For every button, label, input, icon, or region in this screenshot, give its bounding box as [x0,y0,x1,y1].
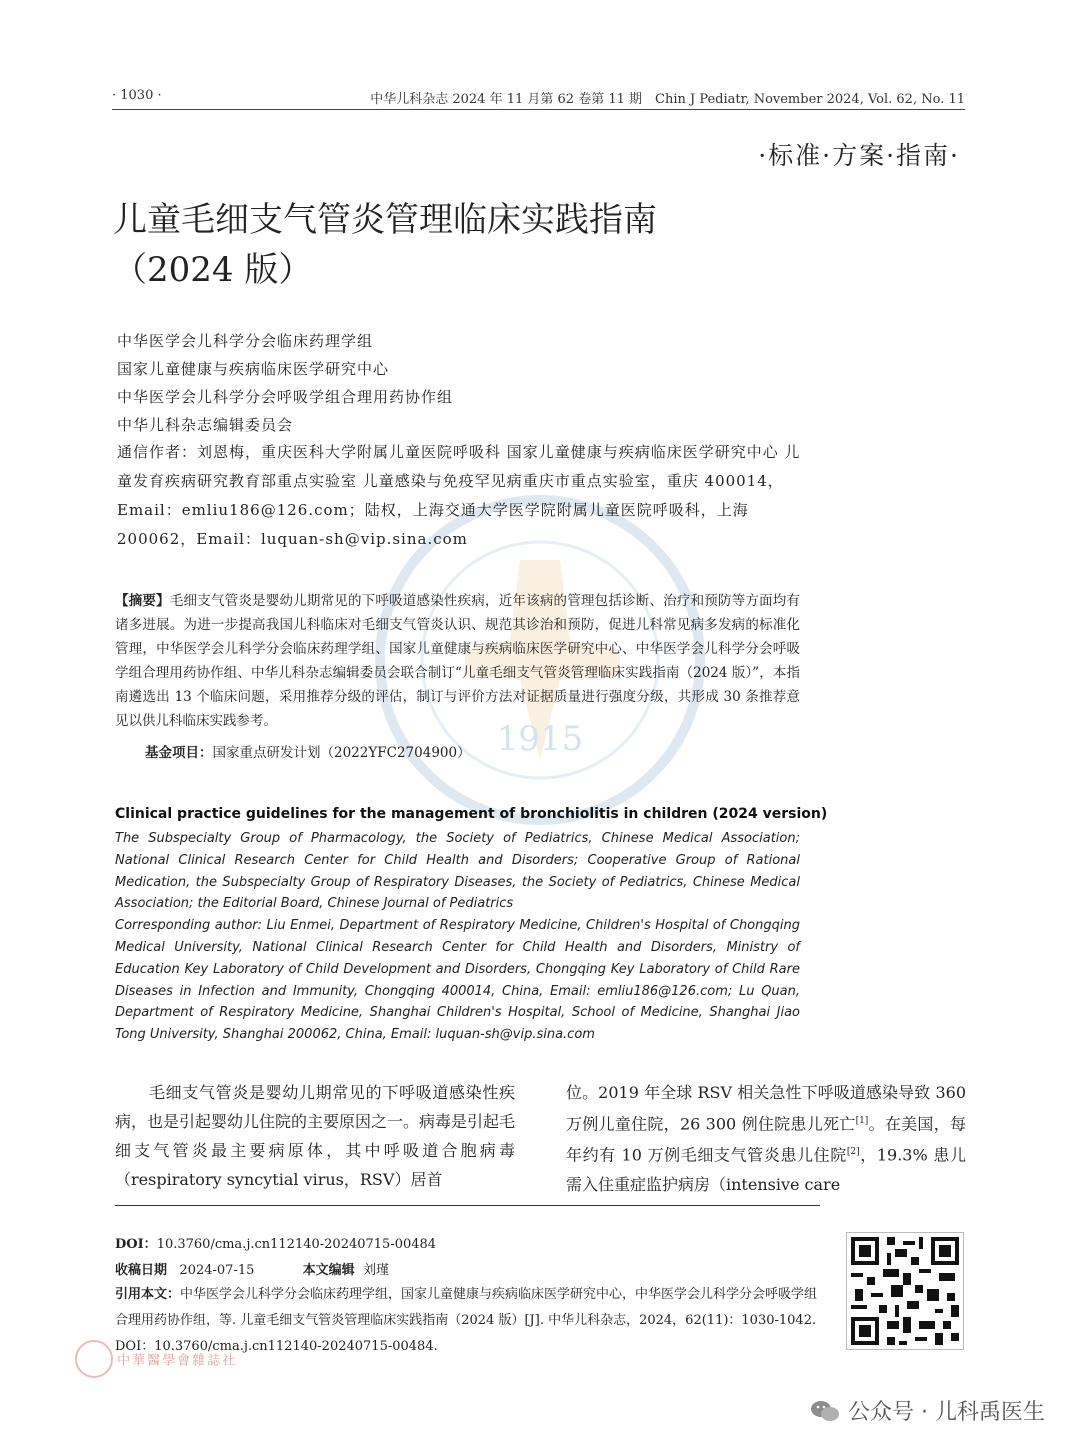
organization: 中华儿科杂志编辑委员会 [117,416,294,434]
body-text: 位。2019 年全球 RSV 相关急性下呼吸道感染导致 360 万例儿童住院，26 300 例住院患儿死亡 [566,1083,966,1134]
wechat-icon [810,1398,840,1424]
author-organizations [117,327,453,439]
cite-label: 引用本文： [115,1287,181,1302]
doi-label: DOI： [115,1237,157,1252]
publisher-watermark [75,1340,237,1378]
editor-label: 本文编辑 [302,1263,355,1278]
publisher-name: 中華醫學會雜誌社 [117,1353,238,1369]
wechat-account-mark [810,1395,1045,1426]
english-authors: The Subspecialty Group of Pharmacology, the Society of Pediatrics, Chinese Medical Association; National Clinical Research Center for Child Health and Disorders; Cooperative Group of Rational Medication, the Subspecialty Group of Respiratory Diseases, the Society of Pediatrics, Chinese Medical Association; the Editorial Board, Chinese Journal of Pediatrics [115,831,800,912]
cite-text: 中华医学会儿科学分会临床药理学组，国家儿童健康与疾病临床医学研究中心，中华医学会儿科学分会呼吸学组合理用药协作组，等. 儿童毛细支气管炎管理临床实践指南（2024 版）[J]. 中华儿科杂志，2024，62(11)：1030-1042. DOI：10.3760/cma.j.cn112140-20240715-00484. [115,1287,818,1354]
fund-label: 基金项目： [145,745,213,761]
english-abstract [115,828,800,1046]
publisher-logo-icon [75,1340,113,1378]
body-column-left: 毛细支气管炎是婴幼儿期常见的下呼吸道感染性疾病，也是引起婴幼儿住院的主要原因之一。病毒是引起毛细支气管炎最主要病原体，其中呼吸道合胞病毒（respiratory syncytial virus，RSV）居首 [115,1083,516,1189]
title-line-1: 儿童毛细支气管炎管理临床实践指南 [113,200,657,240]
article-title [113,195,657,295]
footer-divider [115,1205,820,1206]
corresponding-author: 通信作者：刘恩梅，重庆医科大学附属儿童医院呼吸科 国家儿童健康与疾病临床医学研究中心 儿童发育疾病研究教育部重点实验室 儿童感染与免疫罕见病重庆市重点实验室，重庆 400014，Email：emliu186@126.com；陆权，上海交通大学医学院附属儿童医院呼吸科，上海 200062，Email：luquan-sh@vip.sina.com [117,443,801,548]
doi-value[interactable]: 10.3760/cma.j.cn112140-20240715-00484 [156,1237,437,1252]
body-column-right [566,1078,966,1199]
abstract-label: 【摘要】 [115,593,170,609]
english-title: Clinical practice guidelines for the management of bronchiolitis in children (2024 version) [115,806,828,822]
doi-line [115,1232,825,1258]
body-text: ，19.3% 患儿需入住重症监护病房（intensive care [566,1145,966,1194]
received-label: 收稿日期 [115,1263,168,1278]
wechat-account-name: 公众号 · 儿科禹医生 [848,1400,1045,1425]
title-line-2: （2024 版） [113,250,313,290]
body-text: 。在美国，每年约有 10 万例毛细支气管炎患儿住院 [566,1114,966,1165]
seal-year: 1915 [496,719,584,759]
received-date: 2024-07-15 [179,1263,255,1278]
reference-link[interactable]: [2] [846,1147,860,1158]
fund-info [145,741,471,761]
qr-code[interactable] [846,1232,964,1350]
header-divider [112,109,965,110]
fund-text: 国家重点研发计划（2022YFC2704900） [212,745,471,761]
section-label: ·标准·方案·指南· [758,141,960,170]
editor-name: 刘瑾 [362,1263,389,1278]
journal-citation: 中华儿科杂志 2024 年 11 月第 62 卷第 11 期 Chin J Pediatr, November 2024, Vol. 62, No. 11 [370,92,965,107]
received-line [115,1258,825,1284]
abstract-text: 毛细支气管炎是婴幼儿期常见的下呼吸道感染性疾病，近年该病的管理包括诊断、治疗和预防等方面均有诸多进展。为进一步提高我国儿科临床对毛细支气管炎认识、规范其诊治和预防，促进儿科常见病多发病的标准化管理，中华医学会儿科学分会临床药理学组、国家儿童健康与疾病临床医学研究中心、中华医学会儿科学分会呼吸学组合理用药协作组、中华儿科杂志编辑委员会联合制订“儿童毛细支气管炎管理临床实践指南（2024 版）”，本指南遴选出 13 个临床问题，采用推荐分级的评估，制订与评价方法对证据质量进行强度分级，共形成 30 条推荐意见以供儿科临床实践参考。 [115,593,801,729]
english-corresponding: Corresponding author: Liu Enmei, Department of Respiratory Medicine, Children's Hospital of Chongqing Medical University, National Clinical Research Center for Child Health and Disorders, Ministry of Education Key Laboratory of Child Development and Disorders, Chongqing Key Laboratory of Child Rare Diseases in Infection and Immunity, Chongqing 400014, China, Email: emliu186@126.com; Lu Quan, Department of Respiratory Medicine, Shanghai Children's Hospital, School of Medicine, Shanghai Jiao Tong University, Shanghai 200062, China, Email: luquan-sh@vip.sina.com [115,918,800,1043]
reference-link[interactable]: [1] [855,1116,869,1126]
abstract [115,589,800,733]
page-number: · 1030 · [112,88,162,103]
organization: 国家儿童健康与疾病临床医学研究中心 [117,360,390,378]
organization: 中华医学会儿科学分会临床药理学组 [117,332,374,350]
organization: 中华医学会儿科学分会呼吸学组合理用药协作组 [117,388,454,406]
